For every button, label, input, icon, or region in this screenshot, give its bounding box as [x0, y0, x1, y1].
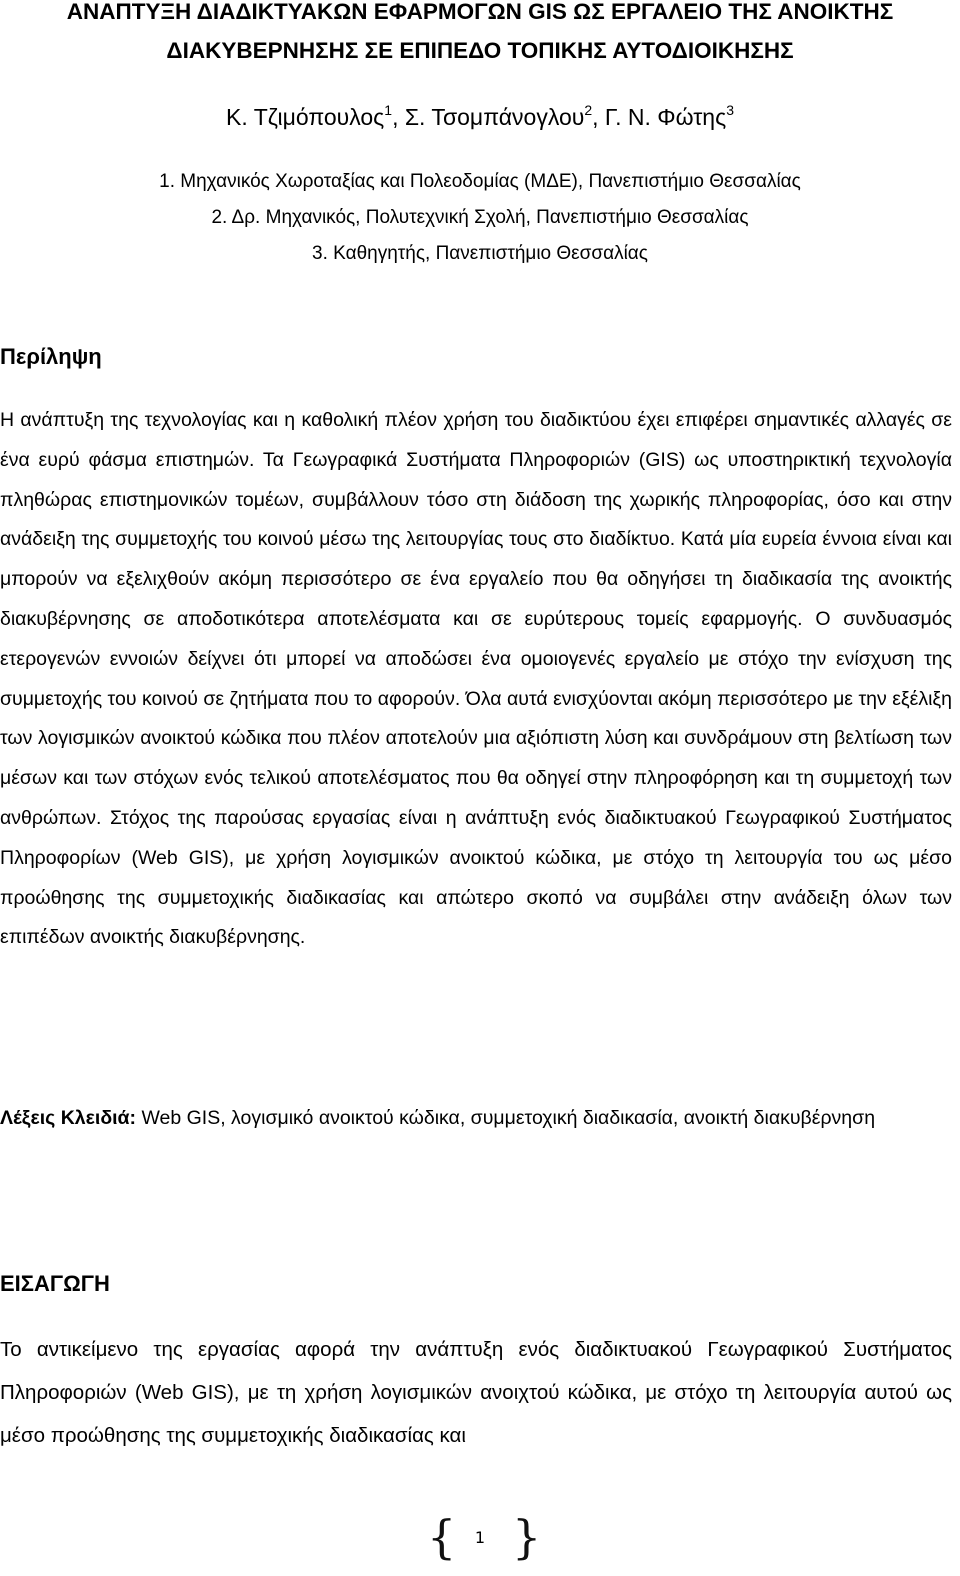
- author-superscript: 3: [726, 102, 734, 118]
- affiliation-2: 2. Δρ. Μηχανικός, Πολυτεχνική Σχολή, Πανεπιστήμιο Θεσσαλίας: [211, 207, 749, 228]
- keywords-label: Λέξεις Κλειδιά:: [0, 1107, 137, 1129]
- keywords: [0, 1099, 952, 1139]
- author-list: Κ. Τζιμόπουλος$^1$, Σ. Τσομπάνογλου$^2$, Γ. Ν. Φώτης$^3$: [226, 102, 734, 130]
- page-number: 1: [474, 1528, 486, 1547]
- introduction-heading: ΕΙΣΑΓΩΓΗ: [0, 1271, 110, 1296]
- affiliation-1: 1. Μηχανικός Χωροταξίας και Πολεοδομίας (ΜΔΕ), Πανεπιστήμιο Θεσσαλίας: [159, 171, 801, 192]
- author-name: Κ. Τζιμόπουλος: [226, 104, 385, 130]
- abstract-text: Η ανάπτυξη της τεχνολογίας και η καθολική πλέον χρήση του διαδικτύου έχει επιφέρει σημαντικές αλλαγές σε ένα ευρύ φάσμα επιστημών. Τα Γεωγραφικά Συστήματα Πληροφοριών (GIS) ως υποστηρικτική τεχνολογία πληθώρας επιστημονικών τομέων, συμβάλλουν τόσο στη διάδοση της χωρικής πληροφορίας, όσο και στην ανάδειξη της συμμετοχής του κοινού μέσω της λειτουργίας τους στο διαδίκτυο. Κατά μία ευρεία έννοια είναι και μπορούν να εξελιχθούν ακόμη περισσότερο σε ένα εργαλείο που θα οδηγήσει τη διαδικασία της ανοικτής διακυβέρνησης σε αποδοτικότερα αποτελέσματα και σε ευρύτερους τομείς εφαρμογής. Ο συνδυασμός ετερογενών εννοιών δείχνει ότι μπορεί να αποδώσει ένα ομοιογενές εργαλείο με στόχο την ενίσχυση της συμμετοχής του κοινού σε ζητήματα που το αφορούν. Όλα αυτά ενισχύονται ακόμη περισσότερο με την εξέλιξη των λογισμικών ανοικτού κώδικα που πλέον αποτελούν μια αξιόπιστη λύση και συνδράμουν στη βελτίωση των μέσων και των στόχων ενός τελικού αποτελέσματος που θα οδηγεί στην πληροφόρηση και τη συμμετοχή των ανθρώπων. Στόχος της παρούσας εργασίας είναι η ανάπτυξη ενός διαδικτυακού Γεωγραφικού Συστήματος Πληροφορίων (Web GIS), με χρήση λογισμικών ανοικτού κώδικα, με στόχο τη λειτουργία του ως μέσο προώθησης της συμμετοχικής διαδικασίας και απώτερο σκοπό να συμβάλει στην ανάδειξη όλων των επιπέδων ανοικτής διακυβέρνησης.: [0, 409, 952, 949]
- affiliation-3: 3. Καθηγητής, Πανεπιστήμιο Θεσσαλίας: [312, 243, 648, 264]
- abstract-heading: Περίληψη: [0, 344, 102, 369]
- paper-title-line-2: ΔΙΑΚΥΒΕΡΝΗΣΗΣ ΣΕ ΕΠΙΠΕΔΟ ΤΟΠΙΚΗΣ ΑΥΤΟΔΙΟΙΚΗΣΗΣ: [166, 38, 794, 63]
- author-superscript: 1: [384, 102, 393, 118]
- author-name: Σ. Τσομπάνογλου: [404, 104, 585, 130]
- left-brace-icon: {: [427, 1510, 457, 1564]
- author-name: Γ. Ν. Φώτης: [604, 104, 727, 130]
- paper-title-line-1: ΑΝΑΠΤΥΞΗ ΔΙΑΔΙΚΤΥΑΚΩΝ ΕΦΑΡΜΟΓΩΝ GIS ΩΣ ΕΡΓΑΛΕΙΟ ΤΗΣ ΑΝΟΙΚΤΗΣ: [66, 0, 894, 24]
- keywords-text: Web GIS, λογισμικό ανοικτού κώδικα, συμμετοχική διαδικασία, ανοικτή διακυβέρνηση: [141, 1107, 876, 1129]
- right-brace-icon: }: [512, 1510, 542, 1564]
- introduction-text: Το αντικείμενο της εργασίας αφορά την ανάπτυξη ενός διαδικτυακού Γεωγραφικού Συστήματος Πληροφοριών (Web GIS), με τη χρήση λογισμικών ανοιχτού κώδικα, με στόχο τη λειτουργία αυτού ως μέσο προώθησης της συμμετοχικής διαδικασίας και: [0, 1338, 952, 1447]
- author-superscript: 2: [584, 102, 593, 118]
